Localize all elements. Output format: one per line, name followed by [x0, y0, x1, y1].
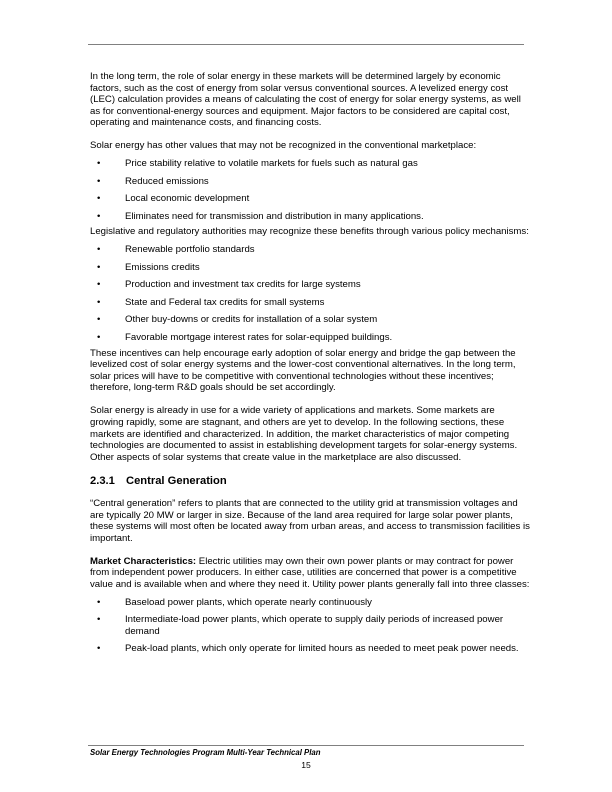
bullet-icon: •: [97, 279, 101, 291]
market-characteristics-label: Market Characteristics:: [90, 555, 197, 567]
bullet-icon: •: [97, 314, 101, 326]
list-item: • Baseload power plants, which operate nearly continuously: [97, 596, 372, 608]
bullet-icon: •: [97, 296, 101, 308]
paragraph-incentives: These incentives can help encourage early adoption of solar energy and bridge the gap between the levelized cost of solar energy systems and the lower-cost conventional alternatives. In the long term, solar prices will have to be competitive with conventional technologies without these incentives; therefore, long-term R&D goals should be set accordingly.: [90, 347, 516, 394]
paragraph-economic-factors: In the long term, the role of solar energy in these markets will be determined largely by economic factors, such as the cost of energy from solar versus conventional sources. A levelized energy cost (LEC) calculation provides a means of calculating the cost of energy for solar energy systems, as well as for conventional-energy sources and equipment. Major factors to be considered are capital cost, operating and maintenance costs, and financing costs.: [90, 71, 521, 129]
bullet-icon: •: [97, 210, 101, 222]
list-item: • Reduced emissions: [97, 175, 209, 187]
header-rule: [88, 44, 524, 45]
section-number: 2.3.1: [90, 474, 115, 487]
bullet-icon: •: [97, 332, 101, 343]
list-item: • Renewable portfolio standards: [97, 244, 255, 256]
list-item: • Eliminates need for transmission and distribution in many applications.: [97, 210, 424, 222]
paragraph-central-generation: “Central generation” refers to plants that are connected to the utility grid at transmission voltages and are typically 20 MW or larger in size. Because of the land area required for large solar power plants, these systems will most often be located away from urban areas, and access to transmission facilities is important.: [90, 497, 530, 544]
paragraph-policy-mechanisms: Legislative and regulatory authorities may recognize these benefits through various policy mechanisms:: [90, 226, 529, 238]
paragraph-market-characteristics: Market Characteristics: Electric utilities may own their own power plants or may contract for power from independent power producers. In either case, utilities are concerned that power is a competitive value and is available when and where they need it. Utility power plants generally fall into three classes:: [90, 555, 530, 590]
list-item: • Price stability relative to volatile markets for fuels such as natural gas: [97, 158, 418, 170]
footer-document-title: Solar Energy Technologies Program Multi-Year Technical Plan: [90, 748, 321, 757]
list-item: • Favorable mortgage interest rates for solar-equipped buildings.: [97, 332, 393, 343]
bullet-icon: •: [97, 244, 101, 256]
list-item: • Production and investment tax credits for large systems: [97, 279, 361, 291]
paragraph-other-values: Solar energy has other values that may not be recognized in the conventional marketplace:: [90, 140, 477, 152]
list-item: • Peak-load plants, which only operate for limited hours as needed to meet peak power needs.: [97, 643, 519, 655]
page-number: 15: [301, 760, 311, 770]
page-body: [90, 71, 530, 659]
policies-list: [90, 244, 530, 344]
plant-classes-list: [90, 597, 530, 655]
bullet-icon: •: [97, 261, 101, 273]
bullet-icon: •: [97, 175, 101, 187]
list-item: • Other buy-downs or credits for installation of a solar system: [97, 314, 378, 326]
values-list: [90, 158, 530, 222]
footer-rule: [88, 745, 524, 746]
bullet-icon: •: [97, 596, 101, 608]
bullet-icon: •: [97, 614, 101, 626]
bullet-icon: •: [97, 643, 101, 655]
section-heading: [90, 475, 530, 488]
section-title: Central Generation: [126, 474, 227, 487]
list-item: • State and Federal tax credits for small systems: [97, 296, 325, 308]
paragraph-markets: Solar energy is already in use for a wide variety of applications and markets. Some markets are growing rapidly, some are stagnant, and others are yet to develop. In the following sections, these markets are identified and characterized. In addition, the market characteristics of major competing technologies are documented to assist in establishing development targets for solar-energy systems. Other aspects of solar systems that create value in the marketplace are also discussed.: [90, 405, 518, 463]
list-item: • Local economic development: [97, 193, 250, 205]
list-item: • Emissions credits: [97, 261, 200, 273]
bullet-icon: •: [97, 158, 101, 170]
list-item: • Intermediate-load power plants, which operate to supply daily periods of increased power demand: [97, 614, 504, 637]
bullet-icon: •: [97, 193, 101, 205]
